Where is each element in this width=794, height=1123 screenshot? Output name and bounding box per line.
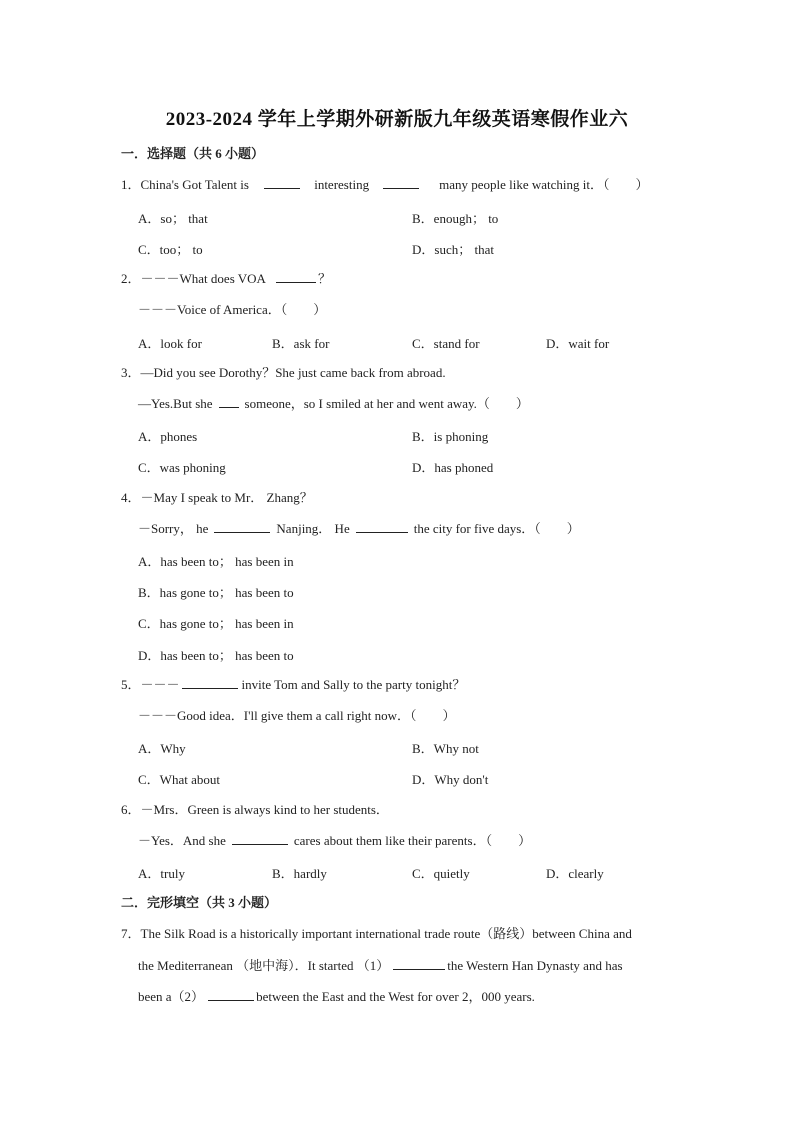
option-a[interactable]: A．truly bbox=[138, 866, 185, 881]
stem-text: －Mrs．Green is always kind to her students． bbox=[140, 802, 389, 817]
stem-text: －May I speak to Mr． Zhang？ bbox=[140, 490, 313, 505]
document-title: 2023-2024 学年上学期外研新版九年级英语寒假作业六 bbox=[165, 109, 629, 130]
stem-text: Nanjing． He bbox=[276, 521, 350, 536]
passage-text: the Mediterranean （地中海）．It started （1） bbox=[138, 958, 390, 973]
option-d[interactable]: D．clearly bbox=[546, 866, 604, 881]
option-c[interactable]: C．stand for bbox=[412, 336, 480, 351]
question-number: 2． bbox=[121, 271, 141, 286]
option-c[interactable]: C．What about bbox=[138, 772, 220, 787]
question-3-reply bbox=[138, 395, 529, 413]
answer-blank[interactable] bbox=[356, 520, 408, 533]
option-b[interactable]: B．enough； to bbox=[412, 211, 499, 226]
stem-text: someone，so I smiled at her and went away.（ ） bbox=[244, 396, 529, 411]
option-d[interactable]: D．such； that bbox=[412, 242, 494, 257]
section-heading-cloze: 二．完形填空（共 3 小题） bbox=[121, 895, 278, 910]
stem-text: the city for five days．（ ） bbox=[413, 521, 580, 536]
answer-blank[interactable] bbox=[208, 988, 254, 1001]
option-c[interactable]: C．too； to bbox=[138, 242, 203, 257]
option-b[interactable]: B．Why not bbox=[412, 741, 479, 756]
option-a[interactable]: A．look for bbox=[138, 336, 202, 351]
stem-text: invite Tom and Sally to the party tonight？ bbox=[241, 677, 466, 692]
passage-text: between the East and the West for over 2，000 years. bbox=[256, 989, 535, 1004]
answer-blank[interactable] bbox=[276, 270, 316, 283]
option-d[interactable]: D．has phoned bbox=[412, 460, 494, 475]
question-7-line-3 bbox=[138, 988, 535, 1006]
answer-blank[interactable] bbox=[383, 176, 419, 189]
stem-text: －－－What does VOA bbox=[140, 271, 266, 286]
option-a[interactable]: A．has been to； has been in bbox=[138, 554, 294, 569]
question-5-stem bbox=[121, 676, 465, 694]
question-6-stem bbox=[121, 801, 389, 819]
answer-blank[interactable] bbox=[232, 832, 288, 845]
passage-text: the Western Han Dynasty and has bbox=[447, 958, 623, 973]
option-b[interactable]: B．hardly bbox=[272, 866, 327, 881]
question-number: 5． bbox=[121, 677, 141, 692]
question-number: 7． bbox=[121, 926, 141, 941]
passage-text: The Silk Road is a historically important international trade route（路线）between China and bbox=[140, 926, 632, 941]
option-c[interactable]: C．quietly bbox=[412, 866, 470, 881]
section-heading-multiple-choice: 一．选择题（共 6 小题） bbox=[121, 146, 265, 161]
option-b[interactable]: B．is phoning bbox=[412, 429, 489, 444]
question-2-reply: －－－Voice of America．（ ） bbox=[138, 302, 327, 317]
stem-text: ？ bbox=[317, 271, 331, 286]
question-3-stem bbox=[121, 364, 446, 382]
question-1-stem bbox=[121, 176, 649, 194]
stem-text: －Sorry， he bbox=[138, 521, 209, 536]
stem-text: －Yes．And she bbox=[138, 833, 226, 848]
answer-blank[interactable] bbox=[393, 957, 445, 970]
answer-blank[interactable] bbox=[219, 395, 239, 408]
passage-text: been a（2） bbox=[138, 989, 205, 1004]
stem-text: —Yes.But she bbox=[138, 396, 213, 411]
option-d[interactable]: D．has been to； has been to bbox=[138, 648, 294, 663]
option-b[interactable]: B．has gone to； has been to bbox=[138, 585, 294, 600]
option-a[interactable]: A．Why bbox=[138, 741, 186, 756]
question-6-reply bbox=[138, 832, 531, 850]
stem-text: —Did you see Dorothy？She just came back from abroad. bbox=[140, 365, 446, 380]
question-number: 3． bbox=[121, 365, 141, 380]
question-7-line-1 bbox=[121, 925, 632, 943]
stem-text: －－－ bbox=[140, 677, 180, 692]
option-a[interactable]: A．so； that bbox=[138, 211, 208, 226]
option-c[interactable]: C．has gone to； has been in bbox=[138, 616, 294, 631]
option-b[interactable]: B．ask for bbox=[272, 336, 330, 351]
option-d[interactable]: D．Why don't bbox=[412, 772, 489, 787]
answer-blank[interactable] bbox=[264, 176, 300, 189]
stem-text: cares about them like their parents．（ ） bbox=[293, 833, 532, 848]
question-4-reply bbox=[138, 520, 580, 538]
option-c[interactable]: C．was phoning bbox=[138, 460, 226, 475]
question-7-line-2 bbox=[138, 957, 623, 975]
question-number: 1． bbox=[121, 177, 141, 192]
option-d[interactable]: D．wait for bbox=[546, 336, 610, 351]
option-a[interactable]: A．phones bbox=[138, 429, 198, 444]
stem-text: interesting bbox=[314, 177, 370, 192]
answer-blank[interactable] bbox=[182, 676, 238, 689]
stem-text: many people like watching it．（ ） bbox=[439, 177, 649, 192]
answer-blank[interactable] bbox=[214, 520, 270, 533]
question-number: 6． bbox=[121, 802, 141, 817]
question-number: 4． bbox=[121, 490, 141, 505]
stem-text: China's Got Talent is bbox=[140, 177, 249, 192]
question-5-reply: －－－Good idea．I'll give them a call right now．（ ） bbox=[138, 708, 456, 723]
question-2-stem bbox=[121, 270, 331, 288]
question-4-stem bbox=[121, 489, 313, 507]
